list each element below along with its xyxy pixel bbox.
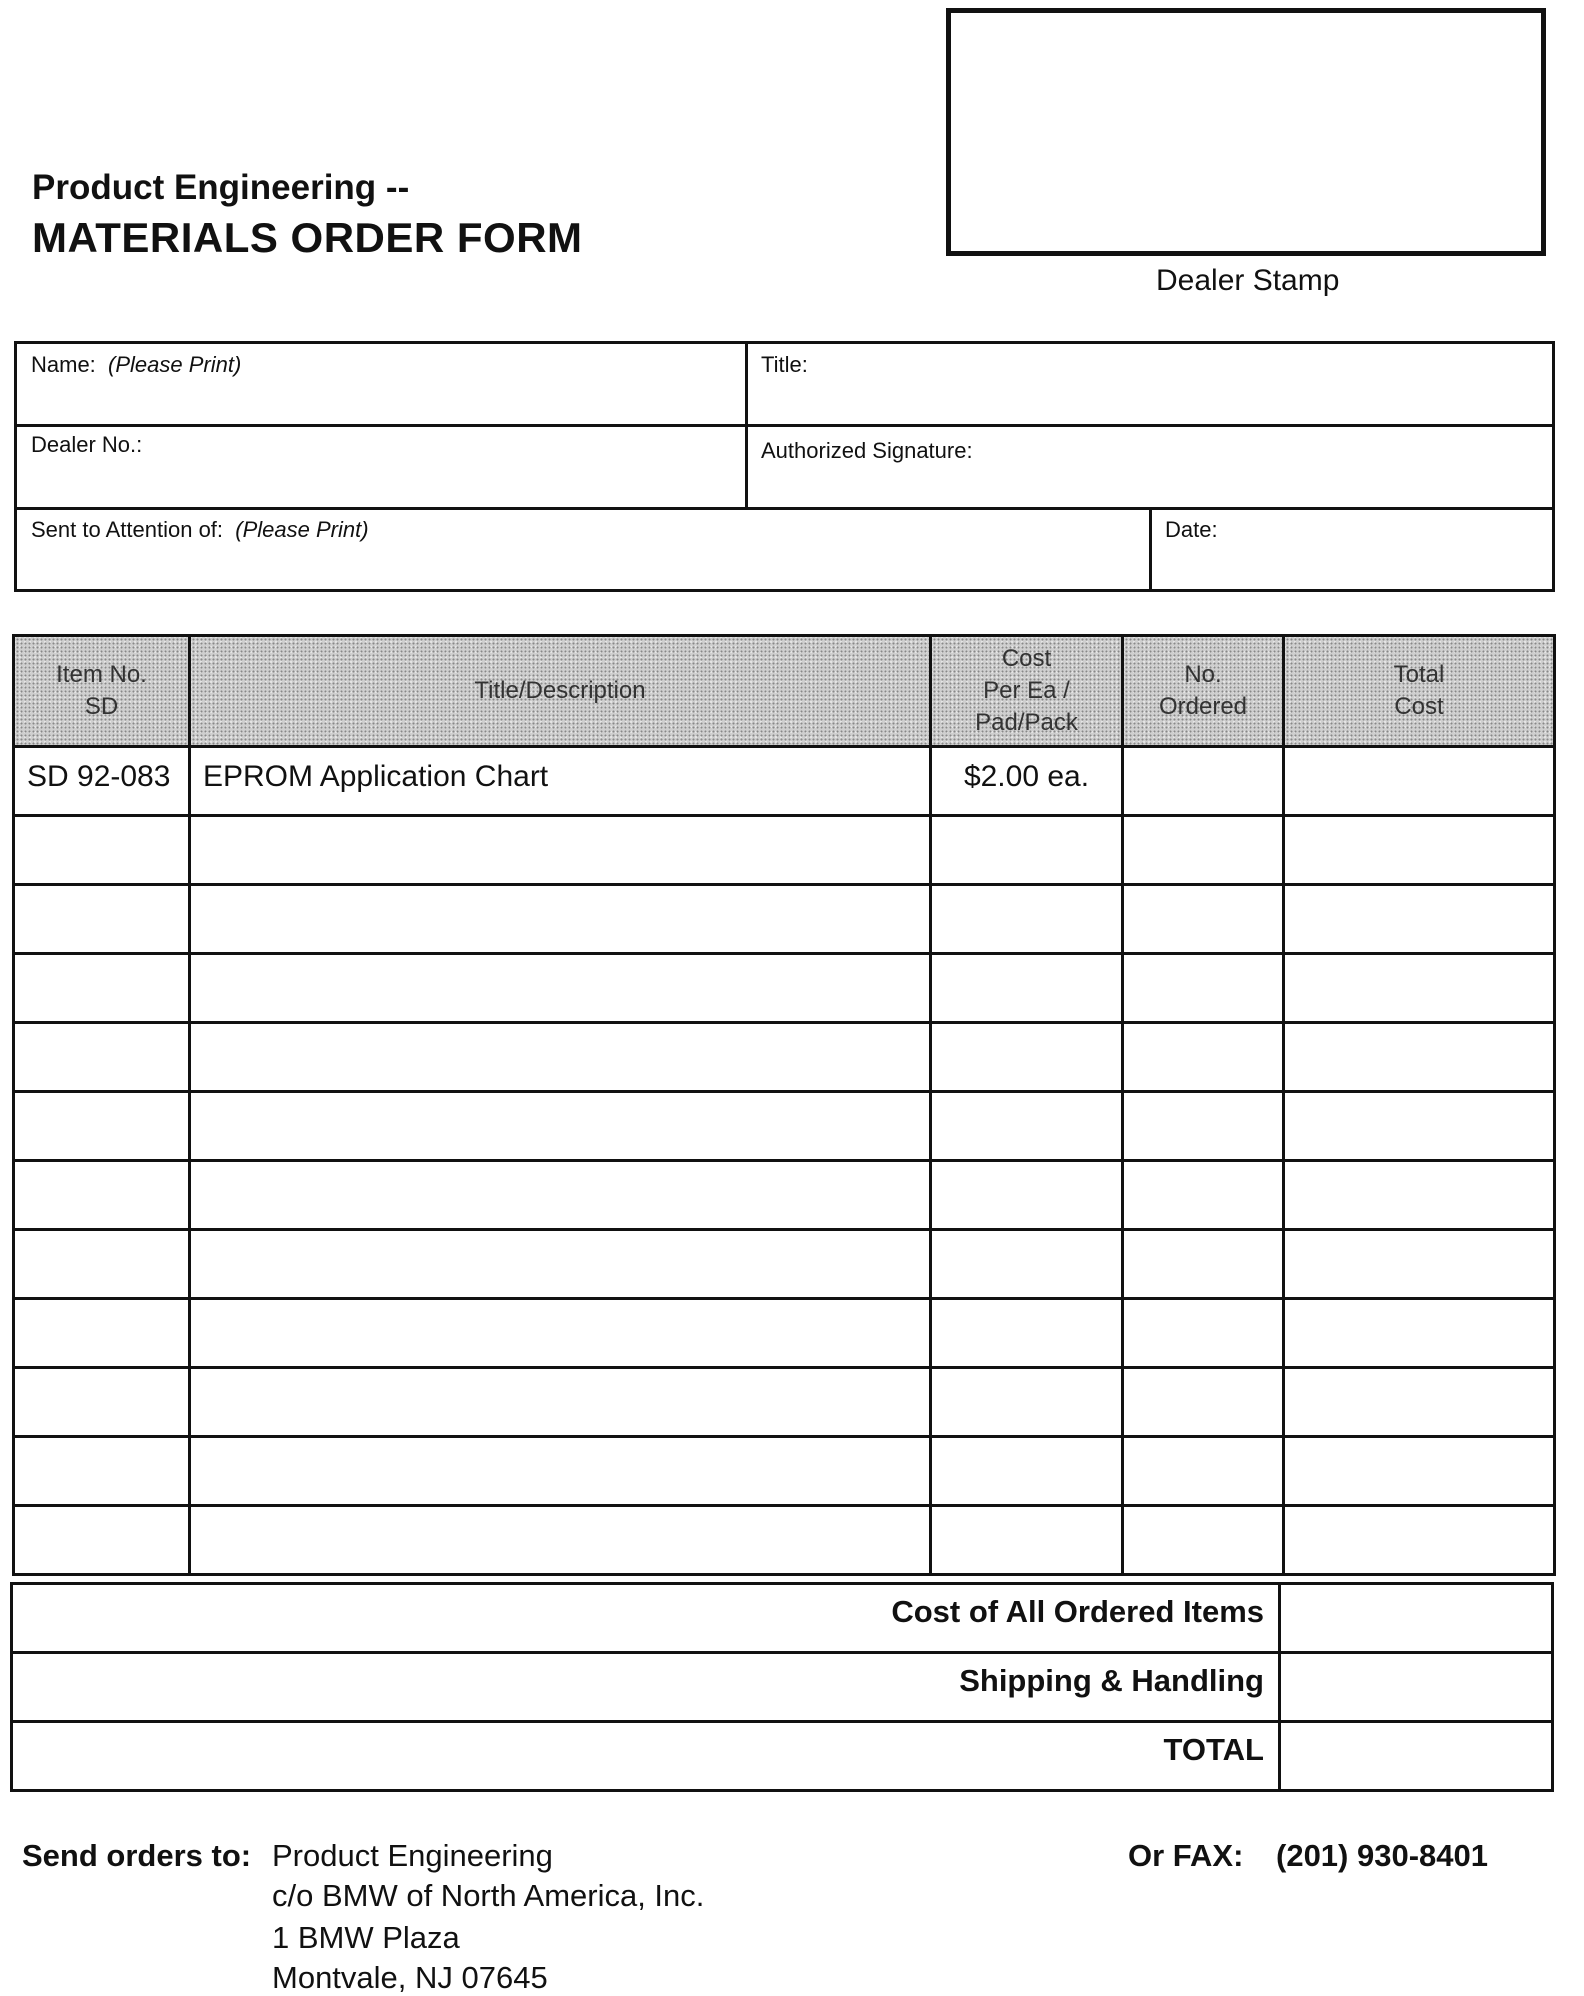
item-no-cell[interactable]: [14, 885, 190, 954]
ordered-cell[interactable]: [1123, 747, 1284, 816]
ordered-cell[interactable]: [1123, 1299, 1284, 1368]
cost-cell[interactable]: [931, 816, 1123, 885]
name-hint: (Please Print): [108, 352, 242, 377]
cost-cell[interactable]: [931, 1437, 1123, 1506]
description-cell[interactable]: [190, 1023, 931, 1092]
item-no-cell[interactable]: [14, 1230, 190, 1299]
divider: [745, 344, 748, 507]
shipping-label: Shipping & Handling: [12, 1653, 1280, 1722]
form-subtitle: Product Engineering --: [32, 168, 410, 207]
item-no-cell[interactable]: [14, 1092, 190, 1161]
cost-cell[interactable]: [931, 1092, 1123, 1161]
totals-row: [12, 1653, 1553, 1722]
total-cell[interactable]: [1284, 885, 1555, 954]
attention-label: Sent to Attention of:: [31, 517, 224, 542]
item-no-cell[interactable]: [14, 1437, 190, 1506]
cost-cell[interactable]: [931, 1506, 1123, 1575]
description-cell[interactable]: [190, 816, 931, 885]
total-cell[interactable]: [1284, 1299, 1555, 1368]
address-line: c/o BMW of North America, Inc.: [272, 1878, 705, 1913]
date-field[interactable]: [1165, 517, 1218, 543]
table-row: [14, 1230, 1555, 1299]
cost-cell[interactable]: [931, 1023, 1123, 1092]
table-row: [14, 816, 1555, 885]
description-cell[interactable]: [190, 1299, 931, 1368]
cost-cell[interactable]: [931, 1299, 1123, 1368]
description-cell[interactable]: [190, 1437, 931, 1506]
table-row: [14, 1368, 1555, 1437]
totals-row: [12, 1584, 1553, 1653]
total-cell[interactable]: [1284, 1023, 1555, 1092]
ordered-cell[interactable]: [1123, 1023, 1284, 1092]
description-cell[interactable]: [190, 1506, 931, 1575]
table-row: [14, 1161, 1555, 1230]
item-no-cell[interactable]: [14, 954, 190, 1023]
total-cell[interactable]: [1284, 1161, 1555, 1230]
total-cell[interactable]: [1284, 1230, 1555, 1299]
col-ordered: No. Ordered: [1123, 636, 1284, 747]
ordered-cell[interactable]: [1123, 1161, 1284, 1230]
name-field[interactable]: [31, 352, 241, 378]
description-cell[interactable]: [190, 1368, 931, 1437]
fax-number: (201) 930-8401: [1276, 1838, 1488, 1873]
ordered-cell[interactable]: [1123, 1437, 1284, 1506]
address-line: Montvale, NJ 07645: [272, 1960, 548, 1995]
cost-cell[interactable]: [931, 1368, 1123, 1437]
total-cell[interactable]: [1284, 1437, 1555, 1506]
date-label: Date:: [1165, 517, 1218, 542]
totals-row: [12, 1722, 1553, 1791]
dealer-stamp-label: Dealer Stamp: [1156, 264, 1340, 297]
table-row: [14, 1092, 1555, 1161]
dealer-stamp-box[interactable]: [946, 8, 1546, 256]
description-cell[interactable]: [190, 954, 931, 1023]
attention-field[interactable]: [31, 517, 369, 543]
item-no-cell[interactable]: [14, 1161, 190, 1230]
description-cell[interactable]: EPROM Application Chart: [190, 747, 931, 816]
ordered-cell[interactable]: [1123, 954, 1284, 1023]
item-no-cell[interactable]: [14, 1023, 190, 1092]
total-cell[interactable]: [1284, 954, 1555, 1023]
col-cost: Cost Per Ea / Pad/Pack: [931, 636, 1123, 747]
cost-cell[interactable]: [931, 1161, 1123, 1230]
divider: [17, 507, 1552, 510]
items-table: [12, 634, 1556, 1576]
total-cell[interactable]: [1284, 816, 1555, 885]
title-field[interactable]: [761, 352, 808, 378]
description-cell[interactable]: [190, 1161, 931, 1230]
table-row: [14, 1506, 1555, 1575]
cost-cell[interactable]: $2.00 ea.: [931, 747, 1123, 816]
dealer-info-box: [14, 341, 1555, 592]
total-cell[interactable]: [1284, 1092, 1555, 1161]
totals-table: [10, 1582, 1554, 1792]
item-no-cell[interactable]: [14, 1299, 190, 1368]
form-title: MATERIALS ORDER FORM: [32, 214, 583, 261]
cost-all-items-value[interactable]: [1280, 1584, 1553, 1653]
cost-all-items-label: Cost of All Ordered Items: [12, 1584, 1280, 1653]
ordered-cell[interactable]: [1123, 1506, 1284, 1575]
ordered-cell[interactable]: [1123, 885, 1284, 954]
divider: [17, 424, 1552, 427]
ordered-cell[interactable]: [1123, 1368, 1284, 1437]
dealer-no-field[interactable]: [31, 432, 142, 458]
item-no-cell[interactable]: [14, 1506, 190, 1575]
col-description: Title/Description: [190, 636, 931, 747]
cost-cell[interactable]: [931, 1230, 1123, 1299]
col-total: Total Cost: [1284, 636, 1555, 747]
fax-label: Or FAX:: [1128, 1838, 1244, 1873]
total-label: TOTAL: [12, 1722, 1280, 1791]
signature-label: Authorized Signature:: [761, 438, 973, 463]
item-no-cell[interactable]: [14, 816, 190, 885]
attention-hint: (Please Print): [235, 517, 369, 542]
address-line: 1 BMW Plaza: [272, 1920, 460, 1955]
total-value[interactable]: [1280, 1722, 1553, 1791]
description-cell[interactable]: [190, 1230, 931, 1299]
send-orders-label: Send orders to:: [22, 1838, 252, 1873]
item-no-cell[interactable]: [14, 1368, 190, 1437]
dealer-no-label: Dealer No.:: [31, 432, 143, 457]
table-row: [14, 747, 1555, 816]
table-row: [14, 954, 1555, 1023]
address-line: Product Engineering: [272, 1838, 553, 1873]
total-cell[interactable]: [1284, 1368, 1555, 1437]
table-row: [14, 1437, 1555, 1506]
table-header-row: [14, 636, 1555, 747]
signature-field[interactable]: [761, 438, 973, 464]
total-cell[interactable]: [1284, 747, 1555, 816]
description-cell[interactable]: [190, 1092, 931, 1161]
ordered-cell[interactable]: [1123, 1092, 1284, 1161]
table-row: [14, 1023, 1555, 1092]
ordered-cell[interactable]: [1123, 816, 1284, 885]
ordered-cell[interactable]: [1123, 1230, 1284, 1299]
table-row: [14, 885, 1555, 954]
total-cell[interactable]: [1284, 1506, 1555, 1575]
title-label: Title:: [761, 352, 808, 377]
shipping-value[interactable]: [1280, 1653, 1553, 1722]
divider: [1149, 507, 1152, 589]
table-row: [14, 1299, 1555, 1368]
cost-cell[interactable]: [931, 885, 1123, 954]
description-cell[interactable]: [190, 885, 931, 954]
col-item-no: Item No. SD: [14, 636, 190, 747]
item-no-cell[interactable]: SD 92-083: [14, 747, 190, 816]
cost-cell[interactable]: [931, 954, 1123, 1023]
name-label: Name:: [31, 352, 96, 377]
